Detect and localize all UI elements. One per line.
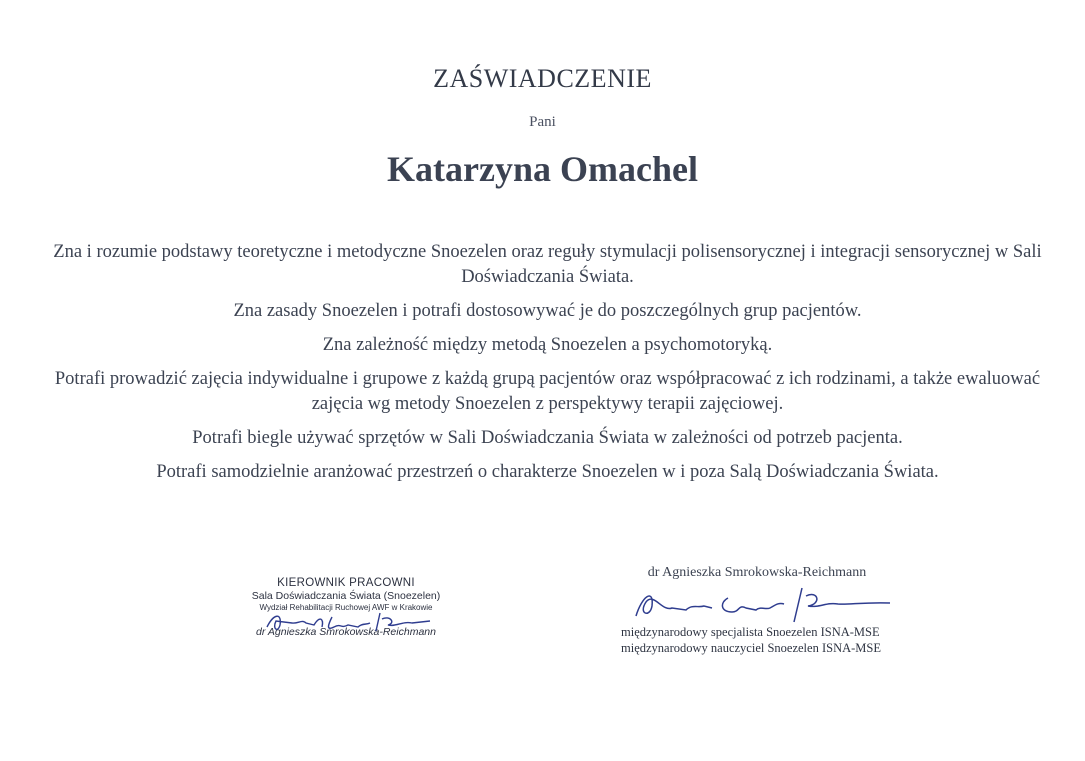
signatory-role: międzynarodowy specjalista Snoezelen ISNA-MSE xyxy=(621,625,880,639)
recipient-name: Katarzyna Omachel xyxy=(387,149,698,189)
certificate-title: ZAŚWIADCZENIE xyxy=(433,64,652,93)
salutation: Pani xyxy=(529,114,556,130)
statement: Zna zależność między metodą Snoezelen a psychomotoryką. xyxy=(322,335,773,355)
statement: Potrafi prowadzić zajęcia indywidualne i grupowe z każdą grupą pacjentów oraz współpracować z ich rodzinami, a także ewaluować zajęcia wg metody Snoezelen z perspektywy terapii zajęciowej. xyxy=(54,369,1041,414)
stamp-line: KIEROWNIK PRACOWNI xyxy=(277,577,415,589)
statements xyxy=(50,240,1045,494)
statement: Potrafi samodzielnie aranżować przestrzeń o charakterze Snoezelen w i poza Salą Doświadczania Świata. xyxy=(156,462,939,482)
stamp-line: Sala Doświadczania Świata (Snoezelen) xyxy=(251,590,441,602)
signatory-signature xyxy=(628,582,893,630)
statement: Zna i rozumie podstawy teoretyczne i metodyczne Snoezelen oraz reguły stymulacji polisensorycznej i integracji sensorycznej w Sali Doświadczania Świata. xyxy=(53,242,1042,287)
stamp-line: Wydział Rehabilitacji Ruchowej AWF w Krakowie xyxy=(259,603,433,612)
signatory-role: międzynarodowy nauczyciel Snoezelen ISNA-MSE xyxy=(621,641,881,655)
stamp-line: dr Agnieszka Smrokowska-Reichmann xyxy=(256,626,436,638)
statement: Zna zasady Snoezelen i potrafi dostosowywać je do poszczególnych grup pacjentów. xyxy=(233,301,862,321)
signatory-name: dr Agnieszka Smrokowska-Reichmann xyxy=(647,565,867,580)
statement: Potrafi biegle używać sprzętów w Sali Doświadczania Świata w zależności od potrzeb pacjenta. xyxy=(192,428,903,448)
stamp-signature xyxy=(262,605,432,640)
